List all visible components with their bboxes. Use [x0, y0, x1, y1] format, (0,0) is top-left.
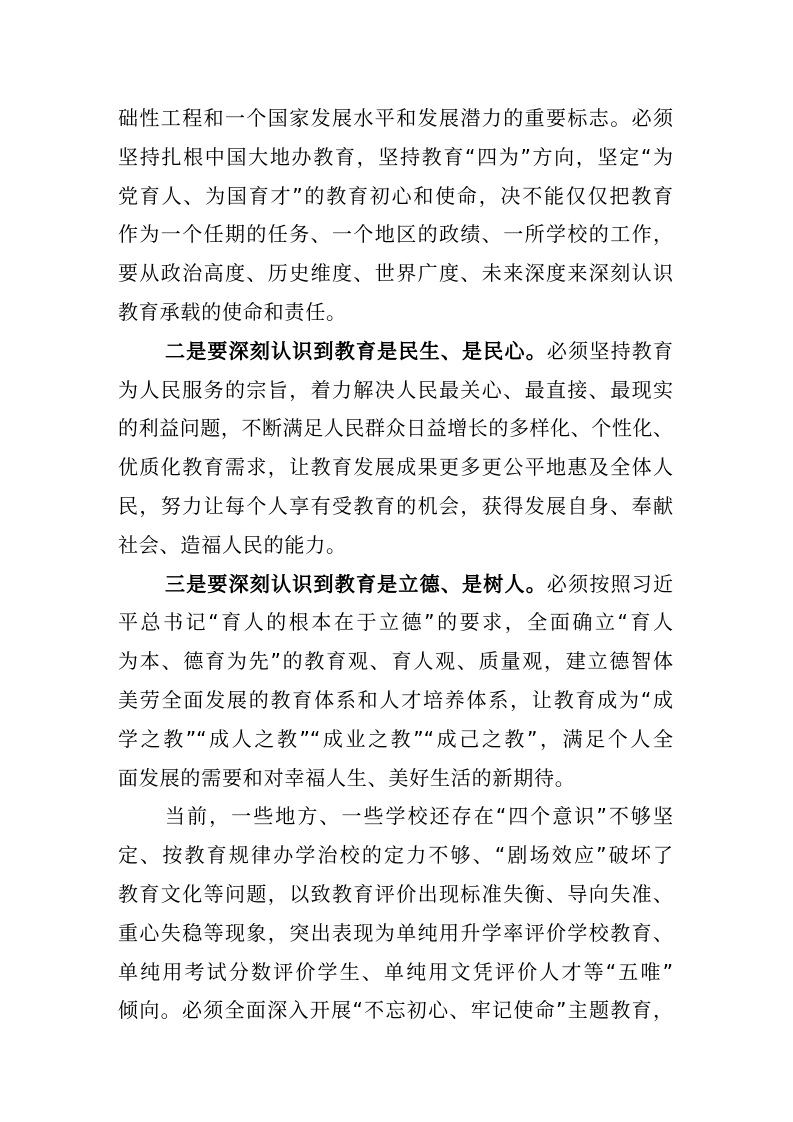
text-line	[118, 409, 673, 448]
text-segment: 为本、德育为先”的教育观、育人观、质量观，建立德智体	[118, 649, 673, 674]
text-segment: 为人民服务的宗旨，着力解决人民最关心、最直接、最现实	[118, 377, 673, 402]
text-segment: 党育人、为国育才”的教育初心和使命，决不能仅仅把教育	[118, 183, 673, 208]
text-segment: 定、按教育规律办学治校的定力不够、“剧场效应”破坏了	[118, 843, 673, 868]
text-segment: 单纯用考试分数评价学生、单纯用文凭评价人才等“五唯”	[118, 959, 673, 984]
bold-lead-sentence: 三是要深刻认识到教育是立德、是树人。	[165, 571, 547, 596]
text-line	[118, 215, 673, 254]
text-line	[118, 836, 673, 875]
text-segment: 面发展的需要和对幸福人生、美好生活的新期待。	[118, 765, 576, 790]
paragraph	[118, 797, 673, 1030]
text-segment: 学之教”“成人之教”“成业之教”“成己之教”，满足个人全	[118, 726, 673, 751]
text-line	[118, 371, 673, 410]
text-line	[118, 759, 673, 798]
text-line	[118, 991, 673, 1030]
text-line	[118, 526, 673, 565]
text-segment: 民，努力让每个人享有受教育的机会，获得发展自身、奉献	[118, 493, 673, 518]
text-segment: 础性工程和一个国家发展水平和发展潜力的重要标志。必须	[118, 106, 673, 130]
paragraph	[118, 99, 673, 332]
text-segment: 倾向。必须全面深入开展“不忘初心、牢记使命”主题教育，	[118, 998, 673, 1023]
text-segment: 坚持扎根中国大地办教育，坚持教育“四为”方向，坚定“为	[118, 144, 673, 169]
text-segment: 的利益问题，不断满足人民群众日益增长的多样化、个性化、	[118, 416, 673, 441]
text-segment: 社会、造福人民的能力。	[118, 532, 347, 557]
document-page	[118, 99, 673, 1030]
bold-lead-sentence: 二是要深刻认识到教育是民生、是民心。	[165, 338, 547, 363]
text-segment: 当前，一些地方、一些学校还存在“四个意识”不够坚	[165, 804, 673, 829]
text-line	[118, 254, 673, 293]
text-line	[118, 797, 673, 836]
text-segment: 必须坚持教育	[546, 338, 674, 363]
text-segment: 教育承载的使命和责任。	[118, 299, 347, 324]
text-line	[118, 99, 673, 138]
text-line	[118, 603, 673, 642]
text-line	[118, 681, 673, 720]
text-segment: 教育文化等问题，以致教育评价出现标准失衡、导向失准、	[118, 881, 673, 906]
text-segment: 美劳全面发展的教育体系和人才培养体系，让教育成为“成	[118, 687, 673, 712]
text-line	[118, 448, 673, 487]
text-segment: 平总书记“育人的根本在于立德”的要求，全面确立“育人	[118, 610, 673, 635]
text-line	[118, 642, 673, 681]
text-line	[118, 953, 673, 992]
paragraph	[118, 565, 673, 798]
text-line	[118, 332, 673, 371]
text-segment: 重心失稳等现象，突出表现为单纯用升学率评价学校教育、	[118, 920, 673, 945]
text-line	[118, 293, 673, 332]
text-line	[118, 914, 673, 953]
text-line	[118, 487, 673, 526]
text-line	[118, 138, 673, 177]
paragraph	[118, 332, 673, 565]
text-line	[118, 177, 673, 216]
text-segment: 优质化教育需求，让教育发展成果更多更公平地惠及全体人	[118, 455, 673, 480]
text-line	[118, 565, 673, 604]
text-segment: 作为一个任期的任务、一个地区的政绩、一所学校的工作，	[118, 222, 673, 247]
text-segment: 必须按照习近	[546, 571, 674, 596]
text-segment: 要从政治高度、历史维度、世界广度、未来深度来深刻认识	[118, 261, 673, 286]
text-line	[118, 875, 673, 914]
text-line	[118, 720, 673, 759]
